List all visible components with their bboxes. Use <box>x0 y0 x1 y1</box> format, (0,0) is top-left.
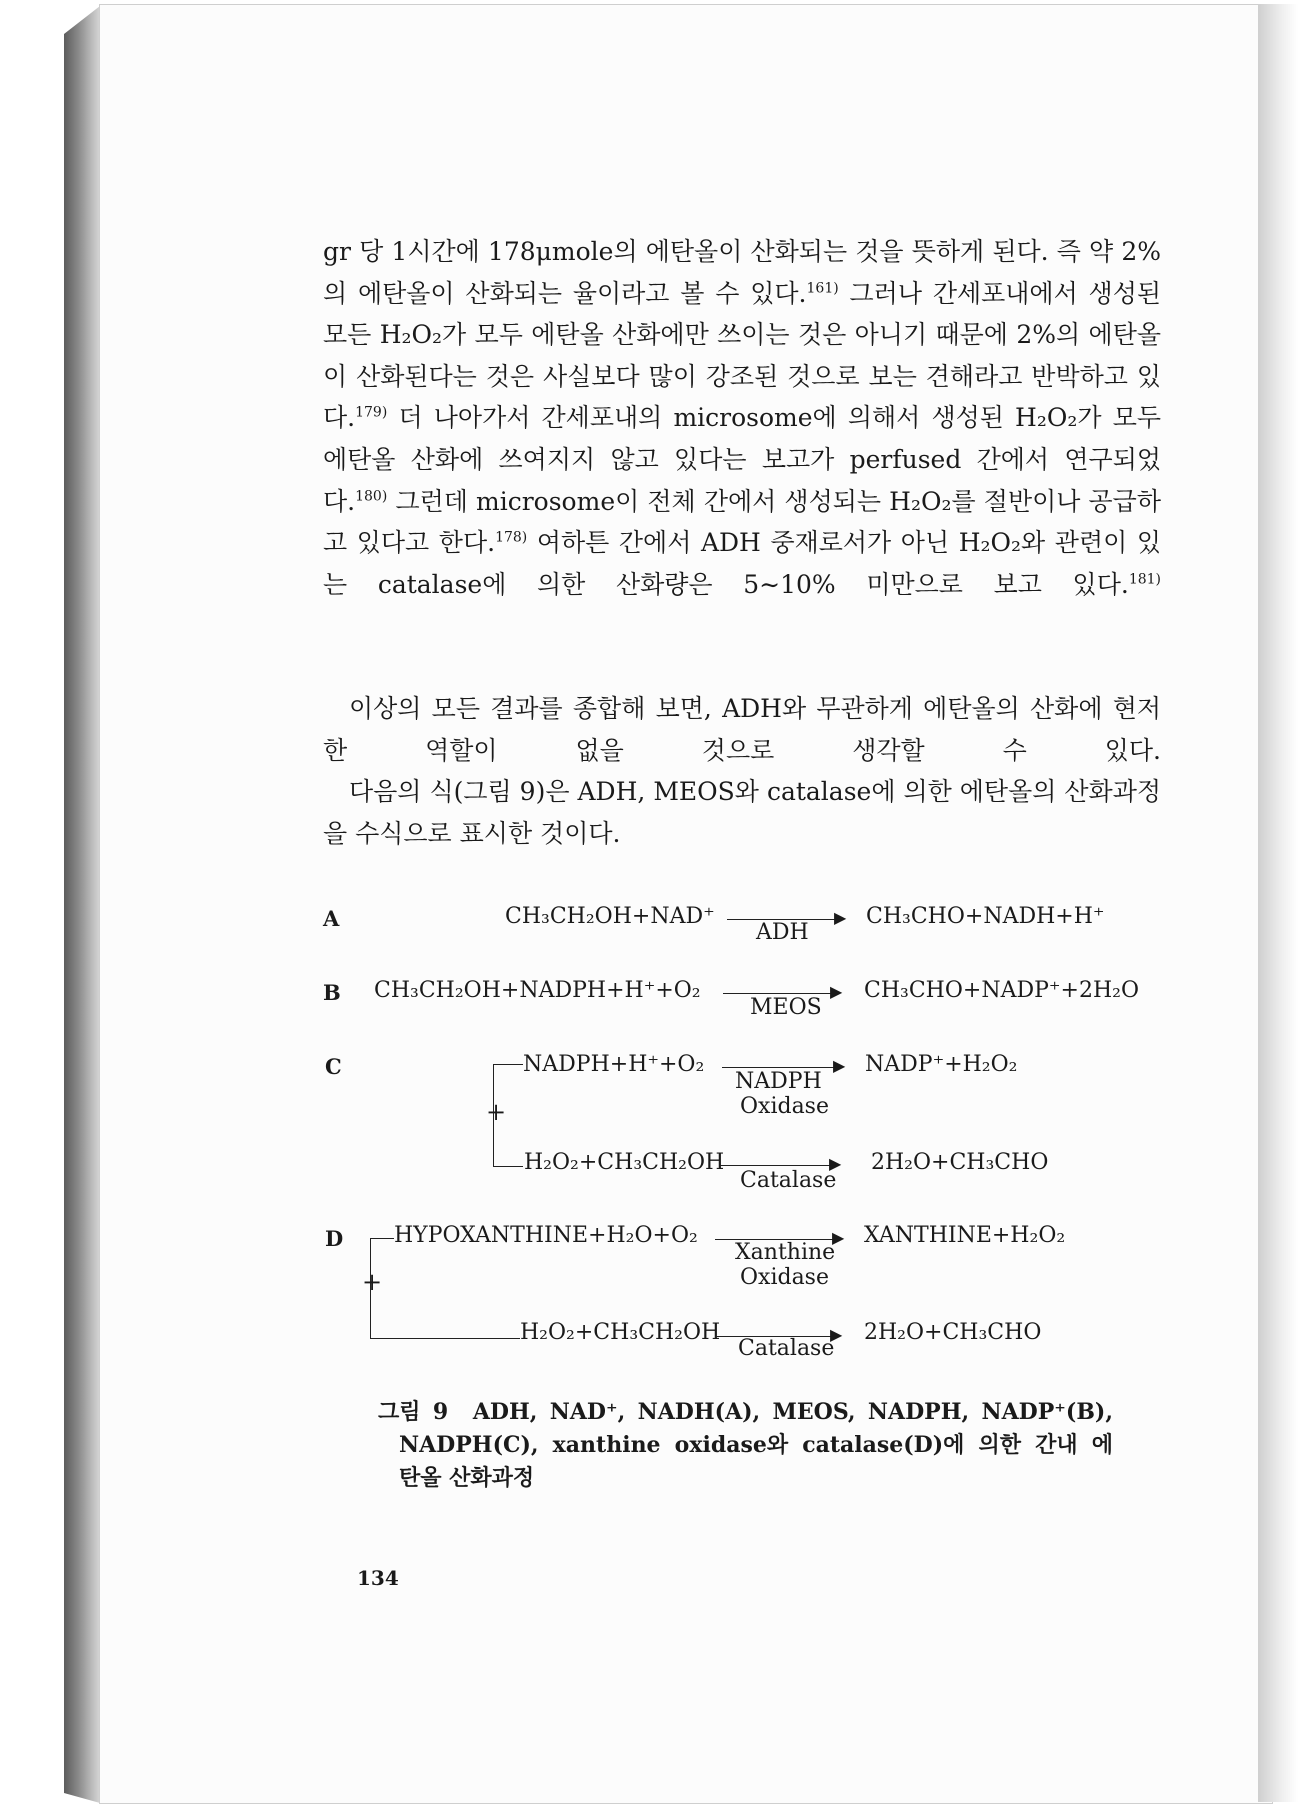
body-paragraph-1 <box>323 231 1161 605</box>
equation-c-plus: + <box>486 1098 507 1126</box>
figure-label: 그림 9 <box>378 1399 449 1425</box>
equation-d-arrowhead-2: ▶ <box>830 1325 843 1344</box>
equation-b-catalyst: MEOS <box>750 995 822 1020</box>
equation-d-reactants-2: H₂O₂+CH₃CH₂OH <box>520 1320 721 1345</box>
equation-d-catalyst-1a: Xanthine <box>735 1240 836 1265</box>
page-number: 134 <box>357 1566 399 1590</box>
equation-b-label: B <box>323 980 341 1005</box>
equation-a-products: CH₃CHO+NADH+H⁺ <box>866 904 1105 929</box>
equation-a-catalyst: ADH <box>756 920 809 945</box>
ref-178: 178) <box>495 529 528 546</box>
equation-c-bracket-bottom <box>493 1166 523 1167</box>
equation-d-reactants-1: HYPOXANTHINE+H₂O+O₂ <box>394 1223 698 1248</box>
paragraph-2-text: 이상의 모든 결과를 종합해 보면, ADH와 무관하게 에탄올의 산화에 현저한 역할이 없을 것으로 생각할 수 있다. <box>323 694 1161 765</box>
equation-d-bracket-bottom <box>370 1338 520 1339</box>
equation-c-products-2: 2H₂O+CH₃CHO <box>871 1150 1049 1175</box>
ref-179: 179) <box>355 405 388 422</box>
equation-d-catalyst-1b: Oxidase <box>740 1265 829 1290</box>
paragraph-3-text: 다음의 식(그림 9)은 ADH, MEOS와 catalase에 의한 에탄올의 산화과정을 수식으로 표시한 것이다. <box>323 777 1161 848</box>
equation-c-reactants-1: NADPH+H⁺+O₂ <box>523 1052 705 1077</box>
sentence-4: 그런데 microsome이 전체 간에서 생성되는 H₂O₂를 절반이나 공급하고 있다고 한다. <box>323 486 1161 558</box>
equation-c-bracket-top <box>493 1064 523 1065</box>
equation-d-plus: + <box>362 1268 383 1296</box>
sentence-1: gr 당 1시간에 178μmole의 에탄올이 산화되는 것을 뜻하게 된다. 즉 약 2%의 에탄올이 산화되는 율이라고 볼 수 있다. <box>323 237 1161 308</box>
equation-c-label: C <box>325 1054 342 1079</box>
equation-a-label: A <box>323 906 340 931</box>
equation-c-catalyst-1a: NADPH <box>735 1069 822 1094</box>
book-spine <box>64 6 100 1803</box>
ref-180: 180) <box>355 488 388 505</box>
sentence-3: 더 나아가서 간세포내의 microsome에 의해서 생성된 H₂O₂가 모두 에탄올 산화에 쓰여지지 않고 있다는 보고가 perfused 간에서 연구되었다. <box>323 403 1162 516</box>
equation-c-arrow-2 <box>720 1165 832 1166</box>
equation-c-arrow-1 <box>722 1067 836 1068</box>
figure-caption-line-3: 탄올 산화과정 <box>399 1465 535 1491</box>
equation-d-bracket-top <box>370 1238 394 1239</box>
equation-d-products-2: 2H₂O+CH₃CHO <box>864 1320 1042 1345</box>
ref-181: 181) <box>1128 571 1161 588</box>
figure-caption-line-1 <box>378 1395 1113 1429</box>
caption-text-1: ADH, NAD⁺, NADH(A), MEOS, NADPH, NADP⁺(B), <box>472 1399 1113 1425</box>
equation-b-arrow <box>723 993 833 994</box>
equation-c-arrowhead-2: ▶ <box>829 1154 842 1173</box>
sentence-2: 그러나 간세포내에서 생성된 모든 H₂O₂가 모두 에탄올 산화에만 쓰이는 것은 아니기 때문에 2%의 에탄올이 산화된다는 것은 사실보다 많이 강조된 것으로 보는 견해라고 반박하고 있다. <box>323 278 1161 433</box>
body-paragraph-2 <box>323 688 1161 771</box>
equation-c-arrowhead-1: ▶ <box>833 1056 846 1075</box>
equation-b-arrowhead: ▶ <box>830 982 843 1001</box>
figure-caption-line-2: NADPH(C), xanthine oxidase와 catalase(D)에 의한 간내 에 <box>399 1432 1113 1458</box>
equation-a-arrowhead: ▶ <box>834 908 847 927</box>
equation-d-catalyst-2: Catalase <box>738 1336 835 1361</box>
equation-c-products-1: NADP⁺+H₂O₂ <box>865 1052 1018 1077</box>
equation-b-reactants: CH₃CH₂OH+NADPH+H⁺+O₂ <box>374 978 701 1003</box>
body-paragraph-3 <box>323 771 1161 854</box>
equation-c-catalyst-1b: Oxidase <box>740 1094 829 1119</box>
ref-161: 161) <box>806 280 839 297</box>
equation-b-products: CH₃CHO+NADP⁺+2H₂O <box>864 978 1139 1003</box>
equation-d-products-1: XANTHINE+H₂O₂ <box>864 1223 1066 1248</box>
equation-c-reactants-2: H₂O₂+CH₃CH₂OH <box>524 1150 725 1175</box>
equation-d-arrowhead-1: ▶ <box>832 1228 845 1247</box>
equation-d-label: D <box>325 1226 344 1251</box>
page-edge <box>1258 4 1298 1802</box>
equation-a-reactants: CH₃CH₂OH+NAD⁺ <box>505 904 715 929</box>
equation-c-catalyst-2: Catalase <box>740 1168 837 1193</box>
sentence-5: 여하튼 간에서 ADH 중재로서가 아닌 H₂O₂와 관련이 있는 catalase에 의한 산화량은 5∼10% 미만으로 보고 있다. <box>323 528 1162 599</box>
